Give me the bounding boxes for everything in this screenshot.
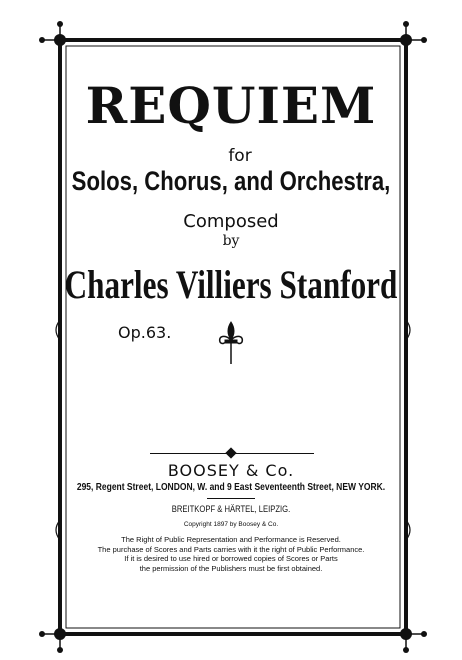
composed-text: Composed: [183, 211, 279, 232]
rights-line: the permission of the Publishers must be first obtained.: [139, 563, 323, 573]
opus-number: Op.63.: [118, 323, 172, 342]
agent-name: BREITKOPF & HÄRTEL, LEIPZIG.: [171, 504, 291, 514]
divider-short: [207, 498, 255, 499]
rights-line: If it is desired to use hired or borrowed copies of Scores or Parts: [124, 554, 338, 563]
work-subtitle: Solos, Chorus, and Orchestra,: [71, 166, 391, 196]
composer-name: Charles Villiers Stanford: [64, 262, 398, 307]
work-title: REQUIEM: [85, 76, 377, 135]
publisher-name: BOOSEY & Co.: [167, 461, 295, 480]
rights-line: The Right of Public Representation and Performance is Reserved.: [121, 535, 341, 544]
rights-line: The purchase of Scores and Parts carries with it the right of Public Performance.: [97, 544, 365, 554]
fleur-de-lis-icon: [214, 320, 248, 366]
rights-notice: [0, 535, 462, 573]
for-text: for: [228, 146, 252, 166]
copyright-notice: Copyright 1897 by Boosey & Co.: [183, 521, 279, 528]
publisher-address: 295, Regent Street, LONDON, W. and 9 East Seventeenth Street, NEW YORK.: [76, 482, 386, 493]
by-text: by: [222, 233, 240, 249]
